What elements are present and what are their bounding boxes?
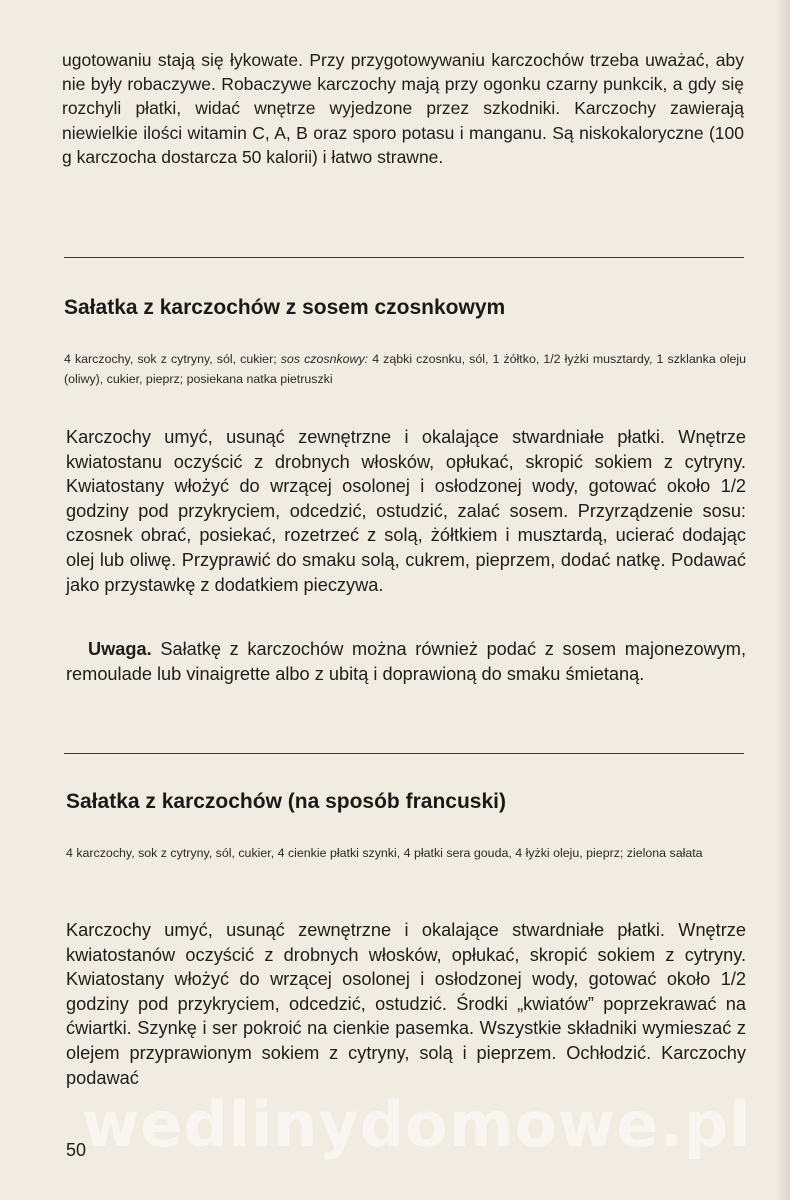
watermark: wedlinydomowe.pl <box>82 1088 752 1161</box>
recipe1-instructions: Karczochy umyć, usunąć zewnętrzne i okalające stwardniałe płatki. Wnętrze kwiatostanu oczyścić z drobnych włosków, opłukać, skropić sokiem z cytryny. Kwiatostany włożyć do wrzącej osolonej i osłodzonej wody, gotować około 1/2 godziny pod przykryciem, odcedzić, ostudzić, zalać sosem. Przyrządzenie sosu: czosnek obrać, posiekać, rozetrzeć z solą, żółtkiem i musztardą, ucierać dodając olej lub oliwę. Przyprawić do smaku solą, cukrem, pieprzem, dodać natkę. Podawać jako przystawkę z dodatkiem pieczywa. <box>66 427 746 595</box>
recipe1-note <box>66 637 746 686</box>
recipe1-ingredients <box>64 349 746 389</box>
recipe2-title: Sałatka z karczochów (na sposób francuski) <box>66 790 506 813</box>
recipe1-note-label: Uwaga. <box>88 639 152 659</box>
recipe1-ingredients-main: 4 karczochy, sok z cytryny, sól, cukier; <box>64 352 277 366</box>
recipe2-ingredients: 4 karczochy, sok z cytryny, sól, cukier, 4 cienkie płatki szynki, 4 płatki sera gouda, 4 łyżki oleju, pieprz; zielona sałata <box>66 846 703 860</box>
recipe2-instructions: Karczochy umyć, usunąć zewnętrzne i okalające stwardniałe płatki. Wnętrze kwiatostanów oczyścić z drobnych włosków, opłukać, skropić sokiem z cytryny. Kwiatostany włożyć do wrzącej osolonej i osłodzonej wody, gotować około 1/2 godziny pod przykryciem, odcedzić, ostudzić. Środki „kwiatów” poprzekrawać na ćwiartki. Szynkę i ser pokroić na cienkie pasemka. Wszystkie składniki wymieszać z olejem przyprawionym sokiem z cytryny, solą i pieprzem. Ochłodzić. Karczochy podawać <box>66 920 746 1088</box>
section-divider-middle <box>64 753 744 754</box>
page-edge-shadow <box>776 0 790 1200</box>
section-divider-top <box>64 257 744 258</box>
intro-paragraph: ugotowaniu stają się łykowate. Przy przygotowywaniu karczochów trzeba uważać, aby nie były robaczywe. Robaczywe karczochy mają przy ogonku czarny punkcik, a gdy się rozchyli płatki, widać wnętrze wyjedzone przez szkodniki. Karczochy zawierają niewielkie ilości witamin C, A, B oraz sporo potasu i manganu. Są niskokaloryczne (100 g karczocha dostarcza 50 kalorii) i łatwo strawne. <box>62 50 744 167</box>
recipe1-note-text: Sałatkę z karczochów można również podać z sosem majonezowym, remoulade lub vinaigrette albo z ubitą i doprawioną do smaku śmietaną. <box>66 639 746 684</box>
recipe1-title: Sałatka z karczochów z sosem czosnkowym <box>64 296 506 319</box>
recipe1-sauce-label: sos czosnkowy: <box>280 352 369 366</box>
page-number: 50 <box>66 1140 87 1160</box>
recipe1-ingredients-sauce: 4 ząbki czosnku, sól, 1 żółtko, 1/2 łyżki musztardy, 1 szklanka oleju (oliwy), cukier, pieprz; posiekana natka pietruszki <box>64 352 746 386</box>
